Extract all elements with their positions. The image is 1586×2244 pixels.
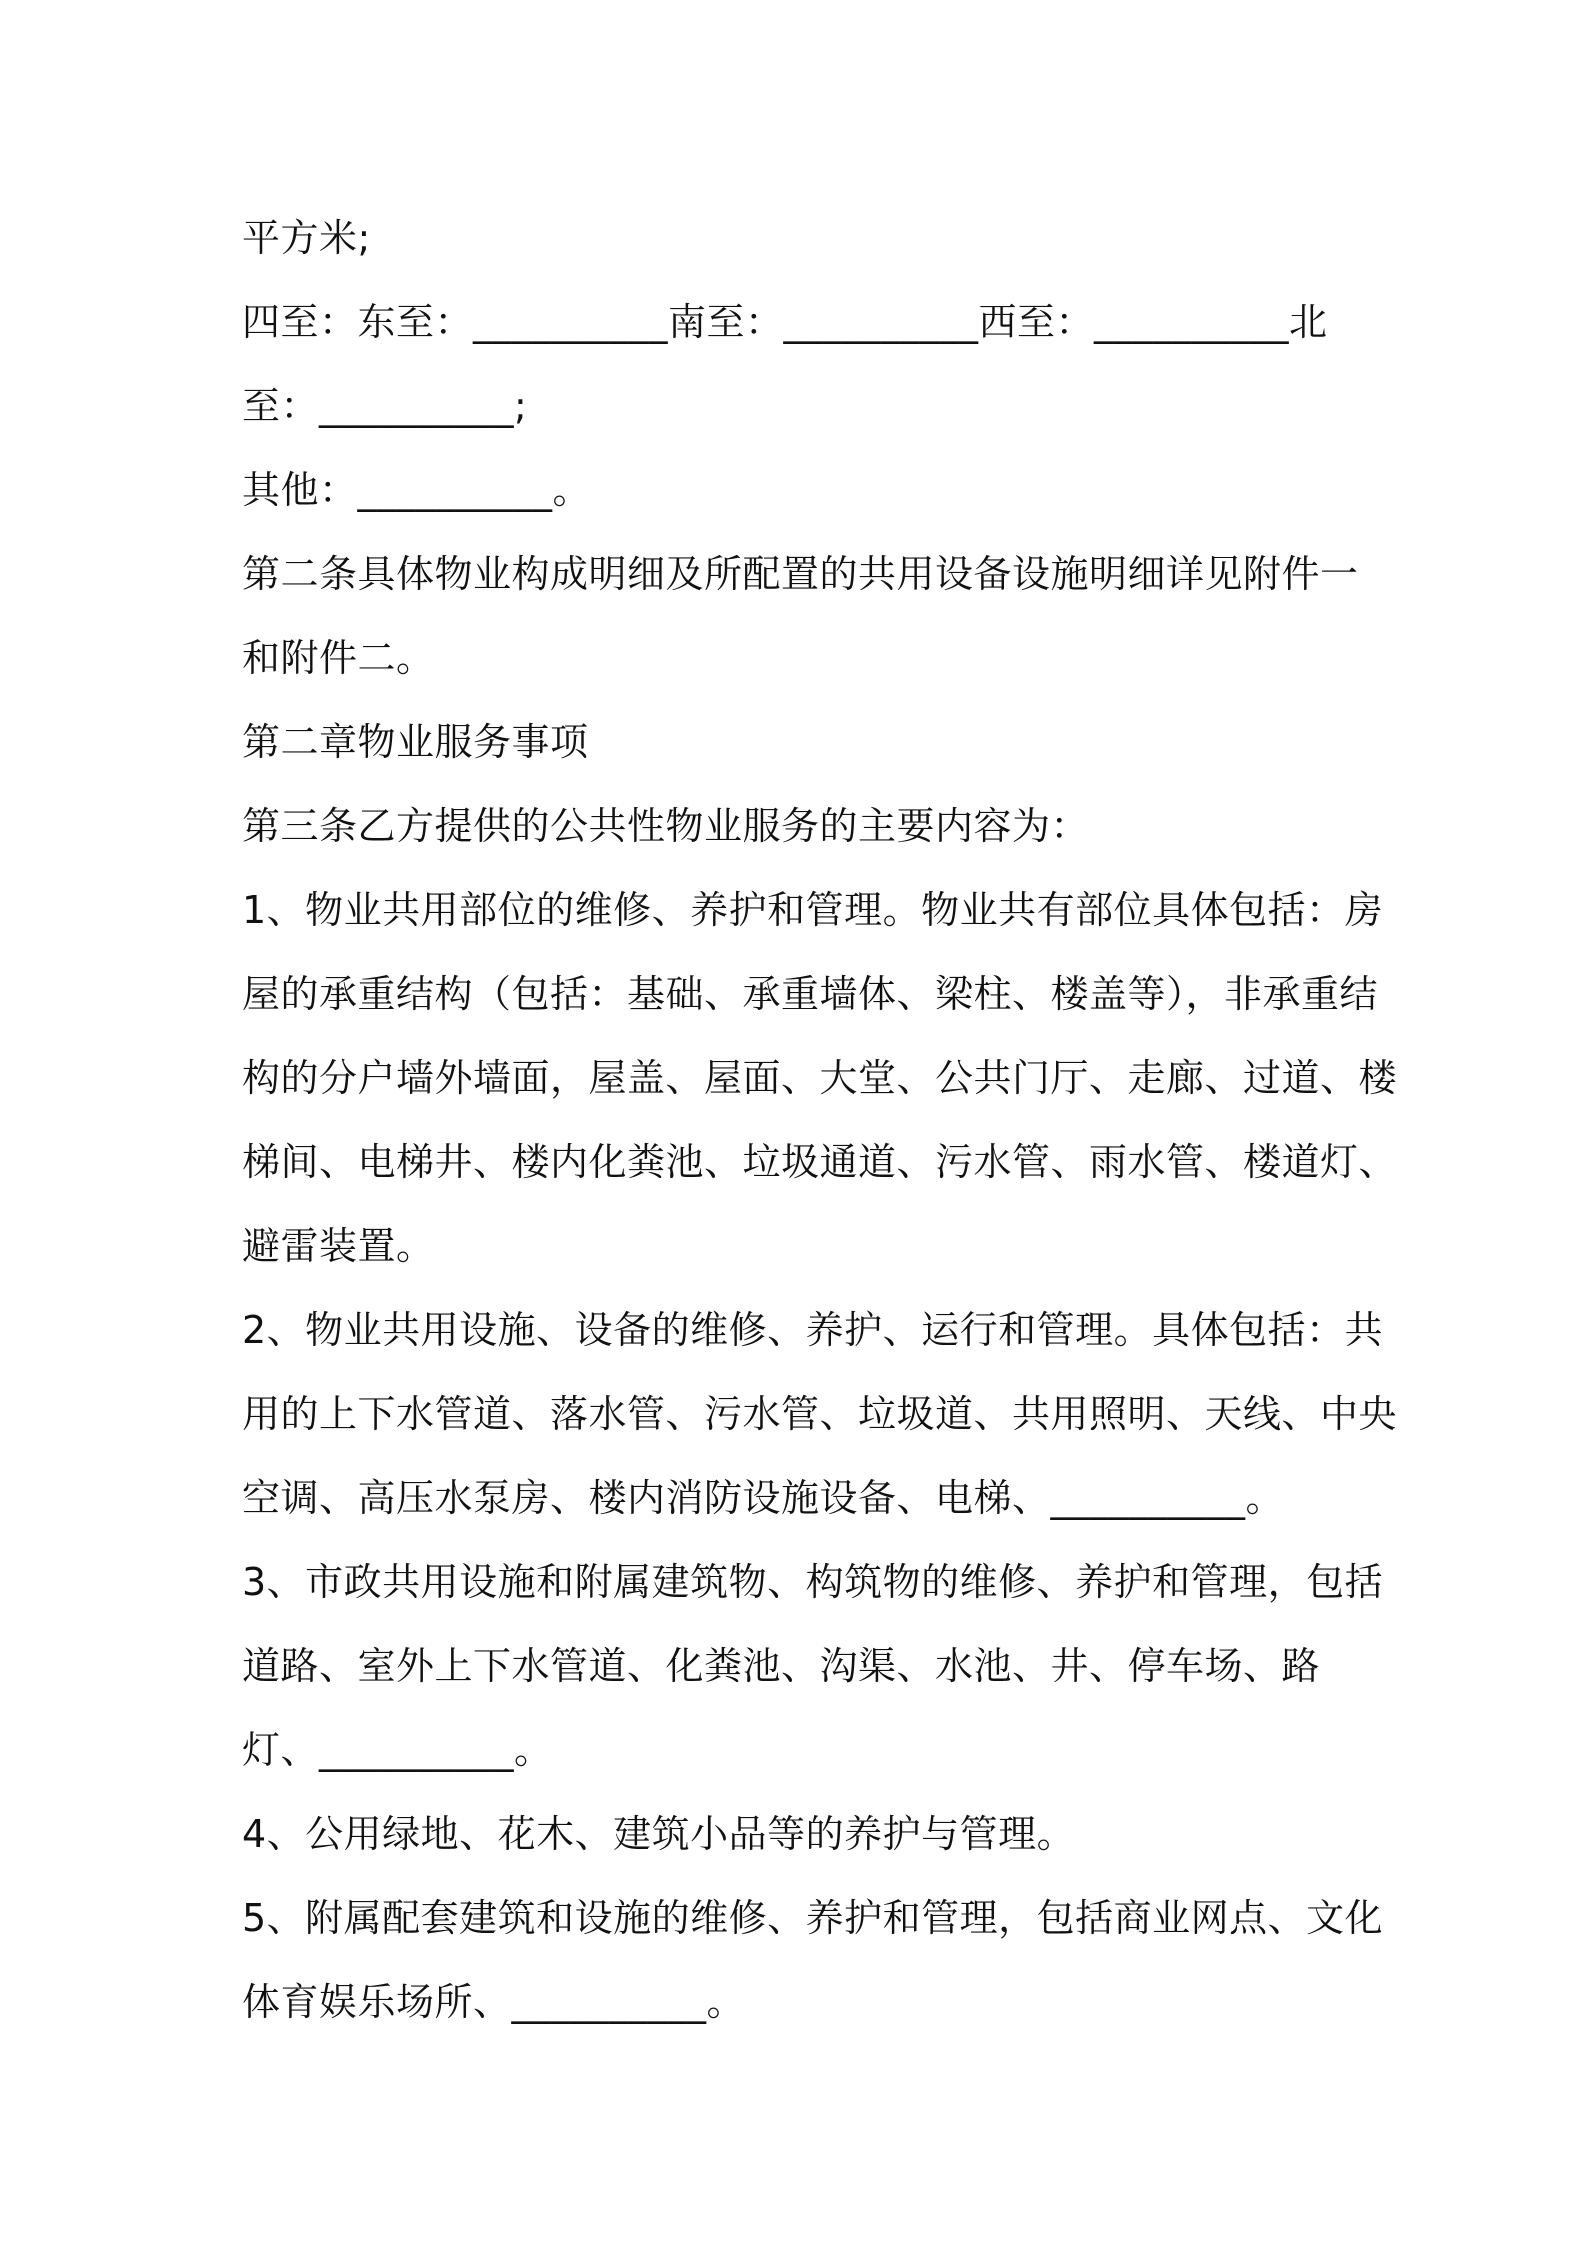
text-line: 1、物业共用部位的维修、养护和管理。物业共有部位具体包括：房 xyxy=(242,888,1384,932)
text-line: 避雷装置。 xyxy=(242,1224,435,1268)
text-line: 4、公用绿地、花木、建筑小品等的养护与管理。 xyxy=(242,1812,1076,1856)
text-line: 平方米; xyxy=(242,216,371,260)
text-line: 构的分户墙外墙面，屋盖、屋面、大堂、公共门厅、走廊、过道、楼 xyxy=(242,1056,1398,1100)
text-line: 其他：__________。 xyxy=(242,468,592,512)
text-line: 第三条乙方提供的公共性物业服务的主要内容为： xyxy=(242,804,1090,848)
text-line: 梯间、电梯井、楼内化粪池、垃圾通道、污水管、雨水管、楼道灯、 xyxy=(242,1140,1398,1184)
text-line: 四至：东至：__________南至：__________西至：__________北 xyxy=(242,300,1328,344)
document-body xyxy=(242,196,1398,2044)
text-line: 屋的承重结构（包括：基础、承重墙体、梁柱、楼盖等），非承重结 xyxy=(242,972,1379,1016)
text-line: 和附件二。 xyxy=(242,636,435,680)
text-line: 5、附属配套建筑和设施的维修、养护和管理，包括商业网点、文化 xyxy=(242,1896,1384,1940)
text-line: 道路、室外上下水管道、化粪池、沟渠、水池、井、停车场、路 xyxy=(242,1644,1321,1688)
text-line: 3、市政共用设施和附属建筑物、构筑物的维修、养护和管理，包括 xyxy=(242,1560,1384,1604)
text-line: 灯、__________。 xyxy=(242,1728,553,1772)
text-line: 体育娱乐场所、__________。 xyxy=(242,1980,746,2024)
text-line: 2、物业共用设施、设备的维修、养护、运行和管理。具体包括：共 xyxy=(242,1308,1384,1352)
text-line: 空调、高压水泵房、楼内消防设施设备、电梯、__________。 xyxy=(242,1476,1285,1520)
text-line: 第二条具体物业构成明细及所配置的共用设备设施明细详见附件一 xyxy=(242,552,1359,596)
chapter-heading: 第二章物业服务事项 xyxy=(242,720,589,764)
text-line: 用的上下水管道、落水管、污水管、垃圾道、共用照明、天线、中央 xyxy=(242,1392,1398,1436)
text-line: 至：__________; xyxy=(242,384,528,428)
